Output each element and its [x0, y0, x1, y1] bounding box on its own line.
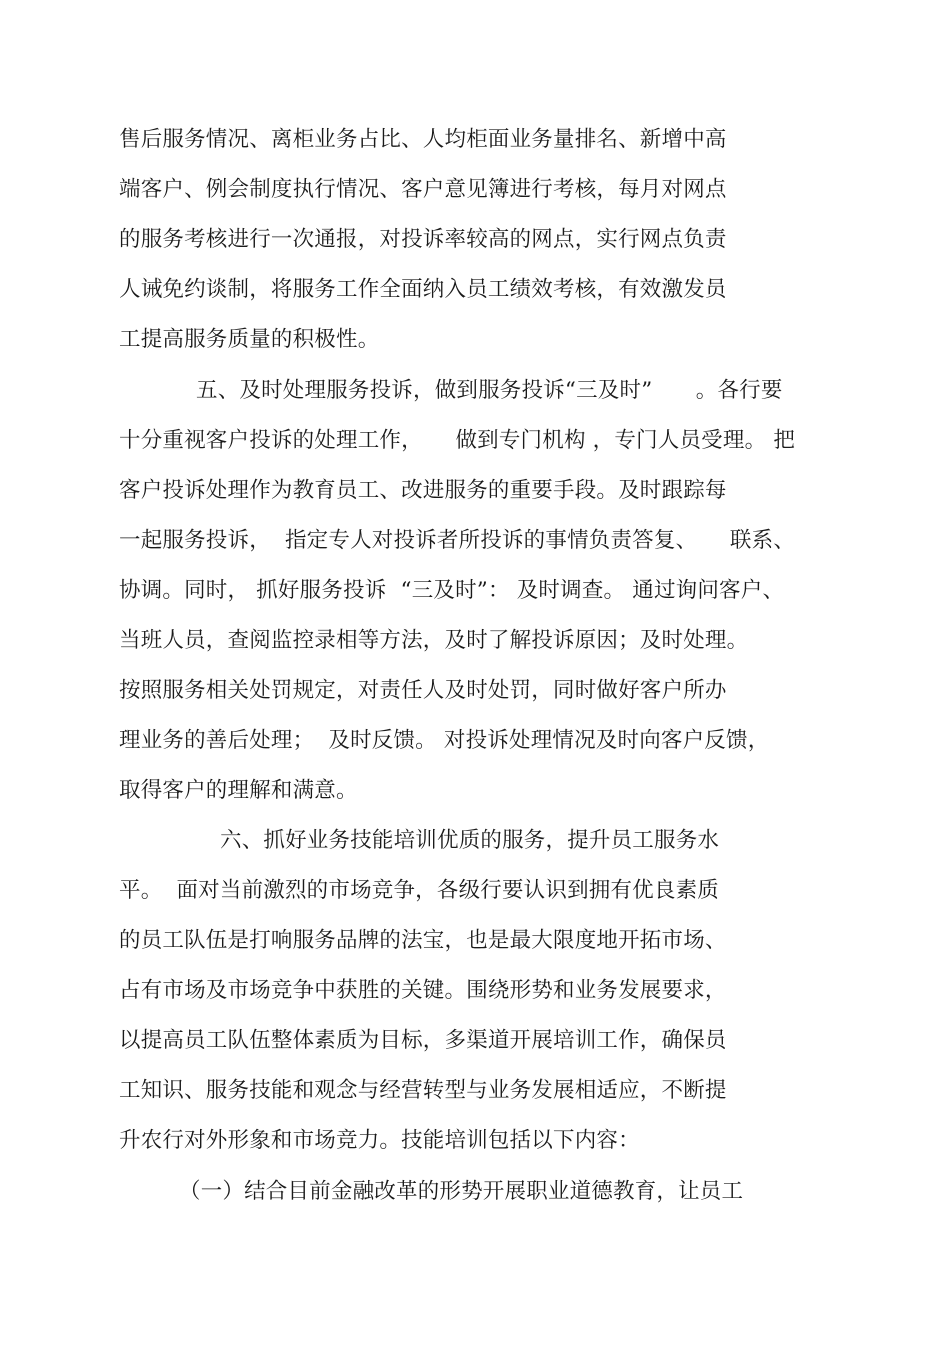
paragraph-line-18: 占有市场及市场竞争中获胜的关键。围绕形势和业务发展要求，: [119, 978, 727, 1003]
paragraph-line-3: 的服务考核进行一次通报，对投诉率较高的网点，实行网点负责: [119, 227, 727, 252]
paragraph-line-1: 售后服务情况、离柜业务占比、人均柜面业务量排名、新增中高: [119, 127, 727, 152]
paragraph-line-11: 当班人员，查阅监控录相等方法，及时了解投诉原因；及时处理。: [119, 628, 749, 653]
paragraph-line-20: 工知识、服务技能和观念与经营转型与业务发展相适应，不断提: [119, 1078, 727, 1103]
paragraph-line-4: 人诫免约谈制，将服务工作全面纳入员工绩效考核，有效激发员: [119, 277, 727, 302]
paragraph-line-16: 平。 面对当前激烈的市场竞争，各级行要认识到拥有优良素质: [119, 878, 719, 903]
paragraph-line-17: 的员工队伍是打响服务品牌的法宝，也是最大限度地开拓市场、: [119, 928, 727, 953]
paragraph-line-21: 升农行对外形象和市场竞力。技能培训包括以下内容：: [119, 1128, 640, 1153]
paragraph-line-9: 一起服务投诉， 指定专人对投诉者所投诉的事情负责答复、 联系、: [119, 528, 796, 553]
paragraph-line-13: 理业务的善后处理； 及时反馈。 对投诉处理情况及时向客户反馈，: [119, 728, 770, 753]
paragraph-line-14: 取得客户的理解和满意。: [119, 778, 358, 803]
paragraph-line-19: 以提高员工队伍整体素质为目标，多渠道开展培训工作，确保员: [119, 1028, 727, 1053]
section-heading-six: 六、抓好业务技能培训优质的服务，提升员工服务水: [220, 828, 720, 853]
subsection-heading-one: （一）结合目前金融改革的形势开展职业道德教育，让员工: [179, 1179, 744, 1204]
paragraph-line-7: 十分重视客户投诉的处理工作， 做到专门机构 ，专门人员受理。 把: [119, 428, 796, 453]
paragraph-line-8: 客户投诉处理作为教育员工、改进服务的重要手段。及时跟踪每: [119, 478, 727, 503]
paragraph-line-10: 协调。同时， 抓好服务投诉 “三及时”： 及时调查。 通过询问客户、: [119, 578, 785, 603]
paragraph-line-2: 端客户、例会制度执行情况、客户意见簿进行考核，每月对网点: [119, 177, 727, 202]
paragraph-line-12: 按照服务相关处罚规定，对责任人及时处罚，同时做好客户所办: [119, 678, 727, 703]
section-heading-five: 五、及时处理服务投诉，做到服务投诉“三及时” 。各行要: [196, 378, 783, 403]
paragraph-line-5: 工提高服务质量的积极性。: [119, 327, 380, 352]
